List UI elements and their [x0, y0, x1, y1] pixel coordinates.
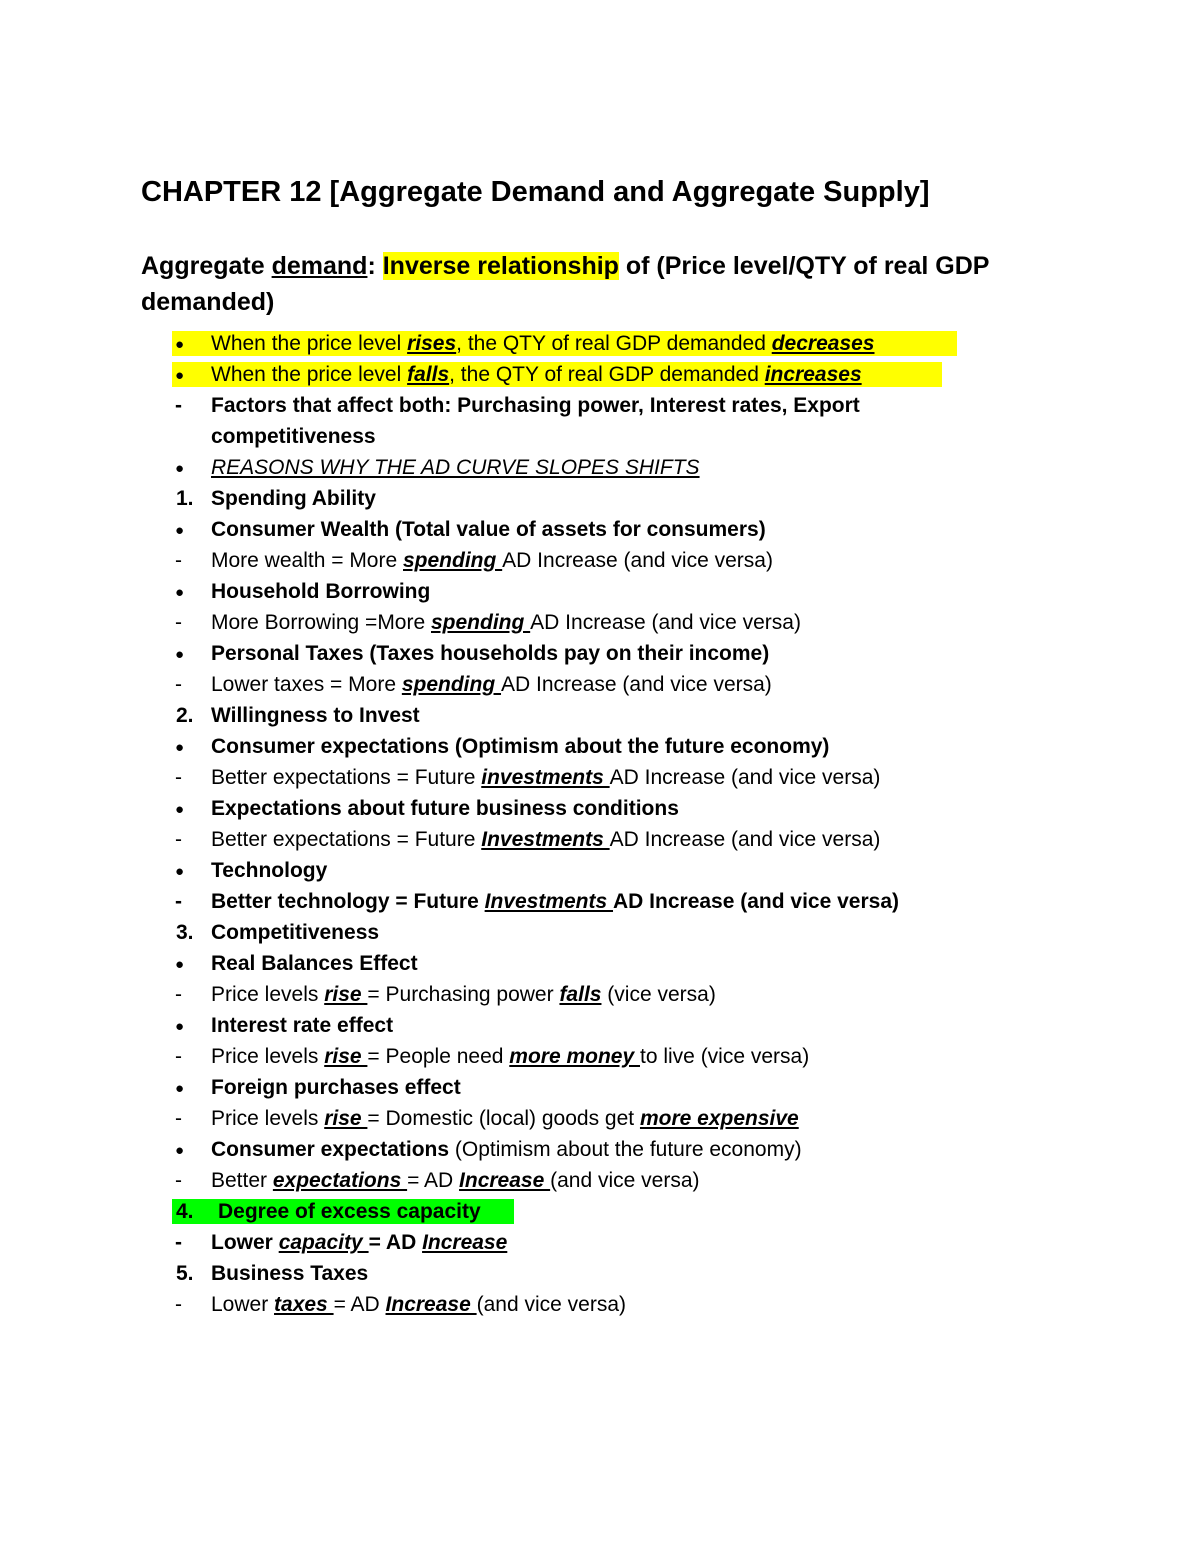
item-text: Lower	[211, 1231, 279, 1254]
list-item	[0, 669, 1200, 700]
dash-marker: -	[175, 1169, 182, 1192]
item-text: Consumer Wealth (Total value of assets for consumers)	[211, 518, 766, 541]
number-marker: 1.	[176, 487, 194, 510]
list-item	[0, 359, 1200, 390]
item-text: Better	[211, 1169, 273, 1192]
aggregate-demand-heading	[141, 248, 1041, 320]
item-text: (vice versa)	[601, 983, 716, 1006]
item-text: AD Increase (and vice versa)	[609, 766, 881, 789]
list-item	[0, 731, 1200, 762]
dash-marker: -	[175, 766, 182, 789]
item-text: AD Increase (and vice versa)	[530, 611, 801, 634]
list-item	[0, 979, 1200, 1010]
list-item	[0, 1134, 1200, 1165]
item-emphasis: decreases	[771, 332, 875, 355]
notes-list	[0, 328, 1200, 1320]
heading-highlight: Inverse relationship	[382, 252, 619, 280]
item-text: Business Taxes	[211, 1262, 369, 1285]
list-item	[0, 1072, 1200, 1103]
item-emphasis: capacity	[278, 1231, 369, 1254]
item-text: Technology	[211, 859, 328, 882]
item-emphasis: rise	[324, 1045, 368, 1068]
dash-marker: -	[175, 983, 182, 1006]
item-text: = Purchasing power	[367, 983, 560, 1006]
list-item	[0, 886, 1200, 917]
item-text: Better technology = Future	[211, 890, 485, 913]
item-text: Degree of excess capacity	[218, 1200, 481, 1223]
list-item	[0, 1227, 1200, 1258]
item-text: competitiveness	[211, 425, 376, 448]
item-emphasis: falls	[407, 363, 450, 386]
list-item	[0, 1041, 1200, 1072]
list-item	[0, 1258, 1200, 1289]
item-text: Personal Taxes (Taxes households pay on their income)	[211, 642, 770, 665]
item-emphasis: investments	[481, 766, 610, 789]
item-text: Better expectations = Future	[211, 766, 482, 789]
section-heading: REASONS WHY THE AD CURVE SLOPES SHIFTS	[211, 456, 700, 479]
item-text: = AD	[407, 1169, 460, 1192]
item-emphasis: falls	[559, 983, 602, 1006]
item-text: Competitiveness	[211, 921, 380, 944]
item-text: , the QTY of real GDP demanded	[449, 363, 765, 386]
item-text: = People need	[367, 1045, 510, 1068]
item-emphasis: spending	[431, 611, 531, 634]
item-emphasis: rise	[324, 983, 368, 1006]
bullet-marker: ●	[175, 584, 185, 601]
item-emphasis: Increase	[385, 1293, 477, 1316]
bullet-marker: ●	[175, 1142, 185, 1159]
list-item	[0, 793, 1200, 824]
item-emphasis: more expensive	[639, 1107, 799, 1130]
item-emphasis: increases	[764, 363, 862, 386]
dash-marker: -	[175, 1231, 182, 1254]
item-emphasis: Investments	[481, 828, 610, 851]
item-text: Price levels	[211, 983, 325, 1006]
item-emphasis: rises	[407, 332, 457, 355]
heading-colon: :	[367, 252, 383, 280]
list-item	[0, 948, 1200, 979]
bullet-marker: ●	[175, 739, 185, 756]
item-emphasis: spending	[403, 549, 503, 572]
bullet-marker: ●	[175, 646, 185, 663]
item-text: AD Increase (and vice versa)	[501, 673, 772, 696]
bullet-marker: ●	[175, 367, 185, 384]
heading-demand-word: demand	[271, 252, 368, 280]
item-text: AD Increase (and vice versa)	[613, 890, 899, 913]
heading-text-rest: of (Price level/QTY of real GDP demanded)	[141, 252, 989, 316]
number-marker: 3.	[176, 921, 194, 944]
item-text: AD Increase (and vice versa)	[609, 828, 881, 851]
list-item	[0, 576, 1200, 607]
list-item	[0, 390, 1200, 421]
bullet-marker: ●	[175, 1080, 185, 1097]
item-text: (and vice versa)	[550, 1169, 700, 1192]
dash-marker: -	[175, 394, 182, 417]
list-item	[0, 328, 1200, 359]
item-text: = Domestic (local) goods get	[367, 1107, 640, 1130]
list-item	[0, 607, 1200, 638]
list-item	[0, 1289, 1200, 1320]
list-item	[0, 1165, 1200, 1196]
list-item	[0, 1196, 1200, 1227]
dash-marker: -	[175, 611, 182, 634]
item-text: Interest rate effect	[211, 1014, 394, 1037]
heading-text: Aggregate	[141, 252, 272, 280]
item-text: Factors that affect both: Purchasing power, Interest rates, Export	[211, 394, 860, 417]
list-item	[0, 824, 1200, 855]
chapter-title: CHAPTER 12 [Aggregate Demand and Aggregate Supply]	[141, 176, 930, 208]
number-marker: 2.	[176, 704, 194, 727]
dash-marker: -	[175, 828, 182, 851]
item-text: = AD	[368, 1231, 423, 1254]
item-text: Expectations about future business conditions	[211, 797, 679, 820]
item-text: Willingness to Invest	[211, 704, 420, 727]
dash-marker: -	[175, 1045, 182, 1068]
item-text: More Borrowing =More	[211, 611, 431, 634]
item-text: Household Borrowing	[211, 580, 431, 603]
list-item	[0, 1103, 1200, 1134]
dash-marker: -	[175, 1107, 182, 1130]
list-item-continued	[0, 421, 1200, 452]
item-text: Consumer expectations (Optimism about the future economy)	[211, 735, 830, 758]
item-text: When the price level	[211, 332, 408, 355]
item-text: AD Increase (and vice versa)	[502, 549, 773, 572]
list-item	[0, 917, 1200, 948]
list-item	[0, 514, 1200, 545]
item-text: to live (vice versa)	[640, 1045, 810, 1068]
item-text: , the QTY of real GDP demanded	[456, 332, 772, 355]
item-emphasis: more money	[509, 1045, 640, 1068]
item-emphasis: taxes	[274, 1293, 334, 1316]
number-marker: 4.	[176, 1200, 194, 1223]
item-text: Price levels	[211, 1107, 325, 1130]
item-emphasis: spending	[401, 673, 502, 696]
list-item	[0, 700, 1200, 731]
item-text: (and vice versa)	[476, 1293, 626, 1316]
bullet-marker: ●	[175, 1018, 185, 1035]
bullet-marker: ●	[175, 801, 185, 818]
bullet-marker: ●	[175, 956, 185, 973]
bullet-marker: ●	[175, 460, 185, 477]
item-text: Real Balances Effect	[211, 952, 418, 975]
dash-marker: -	[175, 1293, 182, 1316]
dash-marker: -	[175, 890, 182, 913]
item-text: Price levels	[211, 1045, 325, 1068]
item-text: = AD	[333, 1293, 386, 1316]
item-text: Better expectations = Future	[211, 828, 482, 851]
list-item	[0, 855, 1200, 886]
item-text: More wealth = More	[211, 549, 403, 572]
item-text: Lower taxes = More	[211, 673, 402, 696]
item-text: Spending Ability	[211, 487, 376, 510]
item-emphasis: expectations	[272, 1169, 408, 1192]
list-item	[0, 638, 1200, 669]
list-item	[0, 762, 1200, 793]
list-item	[0, 545, 1200, 576]
item-text: (Optimism about the future economy)	[449, 1138, 802, 1161]
list-item	[0, 452, 1200, 483]
list-item	[0, 483, 1200, 514]
item-text: Consumer expectations	[211, 1138, 450, 1161]
item-text: Lower	[211, 1293, 275, 1316]
bullet-marker: ●	[175, 336, 185, 353]
number-marker: 5.	[176, 1262, 194, 1285]
bullet-marker: ●	[175, 863, 185, 880]
item-text: When the price level	[211, 363, 408, 386]
item-text: Foreign purchases effect	[211, 1076, 461, 1099]
item-emphasis: Increase	[459, 1169, 551, 1192]
item-emphasis: rise	[324, 1107, 368, 1130]
list-item	[0, 1010, 1200, 1041]
dash-marker: -	[175, 673, 182, 696]
item-emphasis: Increase	[422, 1231, 508, 1254]
bullet-marker: ●	[175, 522, 185, 539]
item-emphasis: Investments	[484, 890, 614, 913]
dash-marker: -	[175, 549, 182, 572]
